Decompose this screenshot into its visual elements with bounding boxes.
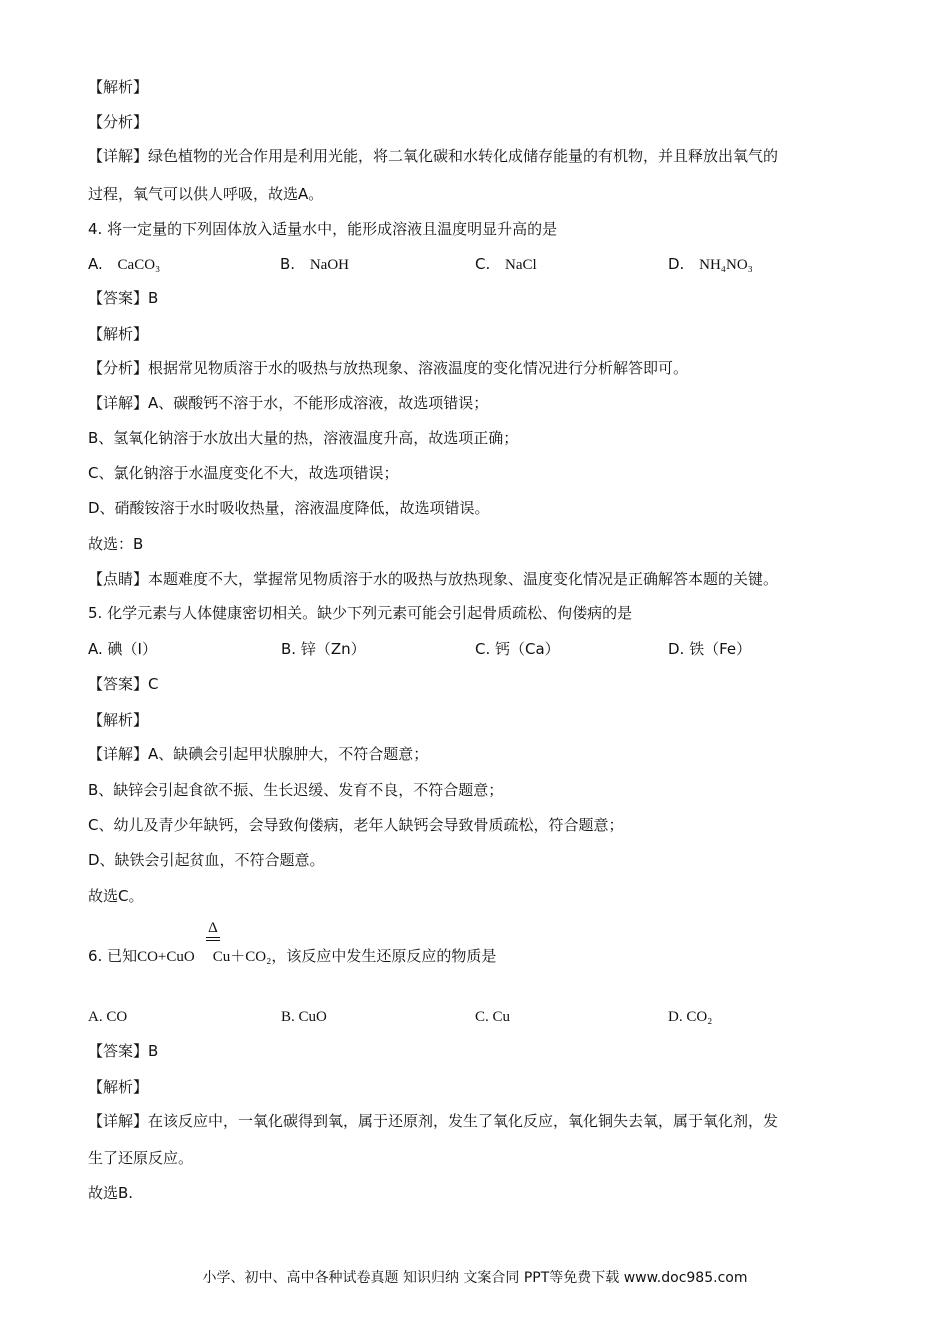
q6-question — [88, 946, 496, 967]
q5-option-a: A. 碘（I） — [88, 640, 157, 658]
q3-jiexi-heading: 【解析】 — [88, 78, 149, 96]
q6-option-c-text: C. Cu — [475, 1009, 511, 1025]
q5-answer: 【答案】C — [88, 675, 159, 693]
q6-option-c — [475, 1006, 510, 1027]
q6-question-prefix: 6. 已知 — [88, 947, 138, 965]
q5-detail-b: B、缺锌会引起食欲不振、生长迟缓、发育不良，不符合题意； — [88, 781, 504, 799]
q6-option-a — [88, 1006, 127, 1027]
q6-question-suffix: ，该反应中发生还原反应的物质是 — [271, 947, 497, 965]
q4-option-c-label: C. — [475, 255, 491, 273]
q5-detail-c: C、幼儿及青少年缺钙，会导致佝偻病，老年人缺钙会导致骨质疏松，符合题意； — [88, 816, 624, 834]
q5-detail-a: 【详解】A、缺碘会引起甲状腺肿大，不符合题意； — [88, 745, 429, 763]
q6-xiangjie-line-1: 【详解】在该反应中，一氧化碳得到氧，属于还原剂，发生了氧化反应，氧化铜失去氧，属于氧化剂，发 — [88, 1112, 779, 1130]
q4-dianjing: 【点睛】本题难度不大，掌握常见物质溶于水的吸热与放热现象、温度变化情况是正确解答本题的关键。 — [88, 570, 779, 588]
q6-option-b-text: B. CuO — [281, 1009, 327, 1025]
q4-option-a — [88, 254, 160, 275]
q4-option-c-text: NaCl — [505, 257, 537, 273]
q4-option-b — [280, 254, 349, 275]
q4-detail-d: D、硝酸铵溶于水时吸收热量，溶液温度降低，故选项错误。 — [88, 499, 490, 517]
q4-answer: 【答案】B — [88, 289, 159, 307]
q4-option-d — [668, 254, 753, 275]
page-footer: 小学、初中、高中各种试卷真题 知识归纳 文案合同 PPT等免费下载 www.doc985.com — [202, 1270, 748, 1286]
q3-fenxi-heading: 【分析】 — [88, 113, 149, 131]
q4-option-d-label: D. — [668, 255, 685, 273]
q6-reactants: CO+CuO — [137, 949, 195, 965]
delta-symbol: Δ — [208, 920, 218, 936]
q4-conclusion: 故选：B — [88, 535, 144, 553]
q4-detail-c: C、氯化钠溶于水温度变化不大，故选项错误； — [88, 464, 399, 482]
q6-conclusion: 故选B. — [88, 1184, 134, 1202]
q6-option-d-text: D. CO₂ — [668, 1009, 713, 1025]
q5-question: 5. 化学元素与人体健康密切相关。缺少下列元素可能会引起骨质疏松、佝偻病的是 — [88, 604, 633, 622]
q6-option-b — [281, 1006, 327, 1027]
q5-conclusion: 故选C。 — [88, 887, 144, 905]
q4-option-b-text: NaOH — [309, 257, 349, 273]
q4-option-d-text: NH₄NO₃ — [699, 257, 753, 273]
q4-jiexi-heading: 【解析】 — [88, 325, 149, 343]
q6-xiangjie-line-2: 生了还原反应。 — [88, 1149, 194, 1167]
q4-detail-a: 【详解】A、碳酸钙不溶于水，不能形成溶液，故选项错误； — [88, 394, 489, 412]
q6-option-a-text: A. CO — [88, 1009, 128, 1025]
q5-option-d: D. 铁（Fe） — [668, 640, 752, 658]
q4-detail-b: B、氢氧化钠溶于水放出大量的热，溶液温度升高，故选项正确； — [88, 429, 519, 447]
q3-xiangjie-line-1: 【详解】绿色植物的光合作用是利用光能，将二氧化碳和水转化成储存能量的有机物，并且释放出氧气的 — [88, 147, 779, 165]
q4-option-a-text: CaCO₃ — [117, 257, 161, 273]
q4-option-a-label: A. — [88, 255, 103, 273]
q5-jiexi-heading: 【解析】 — [88, 711, 149, 729]
q4-option-b-label: B. — [280, 255, 296, 273]
q5-option-b: B. 锌（Zn） — [281, 640, 366, 658]
q6-jiexi-heading: 【解析】 — [88, 1078, 149, 1096]
q5-option-c: C. 钙（Ca） — [475, 640, 560, 658]
q6-option-d — [668, 1006, 712, 1027]
q4-question: 4. 将一定量的下列固体放入适量水中，能形成溶液且温度明显升高的是 — [88, 220, 558, 238]
q6-answer: 【答案】B — [88, 1042, 159, 1060]
q6-products: Cu＋CO₂ — [212, 949, 272, 965]
q5-detail-d: D、缺铁会引起贫血，不符合题意。 — [88, 851, 325, 869]
reaction-condition-heat — [206, 920, 220, 941]
q4-fenxi: 【分析】根据常见物质溶于水的吸热与放热现象、溶液温度的变化情况进行分析解答即可。 — [88, 359, 689, 377]
q3-xiangjie-line-2: 过程，氧气可以供人呼吸，故选A。 — [88, 185, 324, 203]
q4-option-c — [475, 254, 537, 275]
